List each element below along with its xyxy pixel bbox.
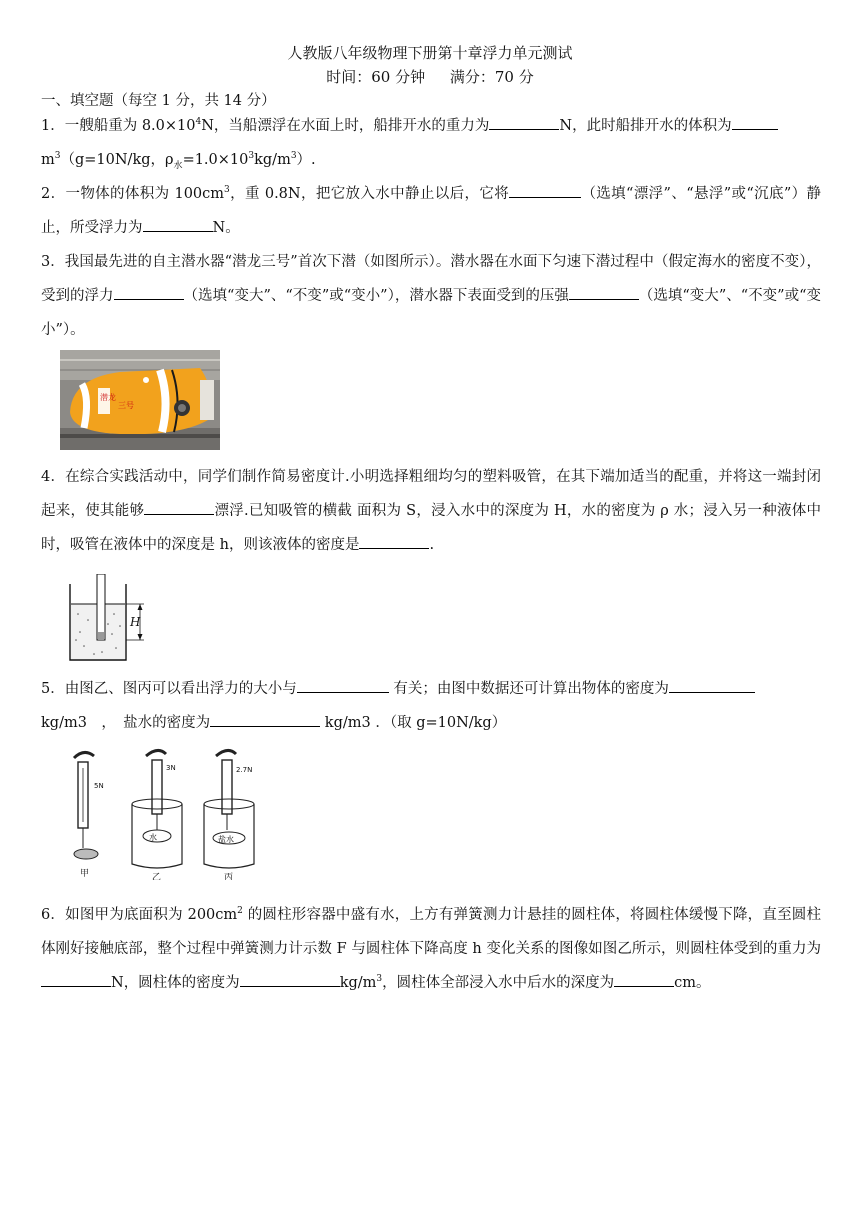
- question-6: 6．如图甲为底面积为 $200cm^2$ 的圆柱形容器中盛有水，上方有弹簧测力计悬挂的圆柱体，将圆柱体缓慢下降，直至圆柱体刚好接触底部，整个过程中弹簧测力计示数 F 与圆柱体下降高度 h 变化关系的图像如图乙所示，则圆柱体受到的重力为N，圆柱体的密度为 $kg/m^3$，圆柱体全部浸入水中后水的深度为 cm。: [41, 906, 821, 991]
- svg-text:水: 水: [149, 833, 157, 842]
- scale-yi: [132, 750, 182, 880]
- spring-scale-figure: [46, 748, 286, 880]
- svg-text:3N: 3N: [166, 764, 176, 772]
- scale-jia: [74, 752, 104, 879]
- svg-text:丙: 丙: [224, 873, 234, 880]
- densimeter-figure: [64, 574, 174, 666]
- question-1: 1．一艘船重为 $8.0\times 10^4N$，当船漂浮在水面上时，船排开水的重力为 N，此时船排开水的体积为 $m^3(g=10N/kg$，$\rho_水=1.0\times 10^3kg/m^3$）.: [41, 109, 821, 177]
- scale-bing: [204, 750, 254, 880]
- exam-time: 时间：60 分钟: [326, 68, 426, 86]
- question-5: 5．由图乙、图丙可以看出浮力的大小与 有关；由图中数据还可计算出物体的密度为 kg/m3 ， 盐水的密度为 kg/m3 ．（取 g=10N/kg）: [41, 672, 821, 740]
- answer-blank[interactable]: [297, 676, 389, 693]
- answer-blank[interactable]: [489, 113, 559, 130]
- exam-score: 满分：70 分: [449, 68, 534, 86]
- answer-blank[interactable]: [359, 532, 429, 549]
- answer-blank[interactable]: [569, 283, 639, 300]
- svg-text:乙: 乙: [152, 873, 162, 880]
- answer-blank[interactable]: [143, 215, 213, 232]
- svg-text:甲: 甲: [80, 869, 90, 879]
- answer-blank[interactable]: [210, 710, 320, 727]
- svg-text:盐水: 盐水: [218, 835, 234, 844]
- svg-text:三号: 三号: [118, 401, 134, 410]
- answer-blank[interactable]: [509, 181, 581, 198]
- question-2: 2．一物体的体积为 $100cm^3$，重 0.8N，把它放入水中静止以后，它将 （选填“漂浮”、“悬浮”或“沉底”）静止，所受浮力为 N。: [41, 177, 821, 245]
- section-heading: 一、填空题（每空 1 分，共 14 分）: [41, 93, 276, 109]
- svg-text:2.7N: 2.7N: [236, 766, 253, 774]
- svg-text:5N: 5N: [94, 782, 104, 790]
- answer-blank[interactable]: [144, 498, 214, 515]
- answer-blank[interactable]: [41, 970, 111, 987]
- answer-blank[interactable]: [114, 283, 184, 300]
- answer-blank[interactable]: [614, 970, 674, 987]
- submarine-photo: [60, 350, 220, 450]
- svg-text:潜龙: 潜龙: [100, 393, 116, 402]
- page-title: 人教版八年级物理下册第十章浮力单元测试: [287, 44, 573, 62]
- question-3: 3．我国最先进的自主潜水器“潜龙三号”首次下潜（如图所示）。潜水器在水面下匀速下潜过程中（假定海水的密度不变），受到的浮力 （选填“变大”、“不变”或“变小”），潜水器下表面受到的压强 （选填“变大”、“不变”或“变小”）。: [41, 254, 821, 338]
- answer-blank[interactable]: [669, 676, 755, 693]
- answer-blank[interactable]: [732, 113, 778, 130]
- depth-label: H: [130, 615, 141, 629]
- answer-blank[interactable]: [240, 970, 340, 987]
- exam-info: [0, 66, 860, 87]
- question-4: 4．在综合实践活动中，同学们制作简易密度计.小明选择粗细均匀的塑料吸管，在其下端加适当的配重，并将这一端封闭起来，使其能够 漂浮.已知吸管的横截 面积为 S，浸入水中的深度为 H，水的密度为 ρ 水；浸入另一种液体中时，吸管在液体中的深度是 h，则该液体的密度是 .: [41, 469, 821, 553]
